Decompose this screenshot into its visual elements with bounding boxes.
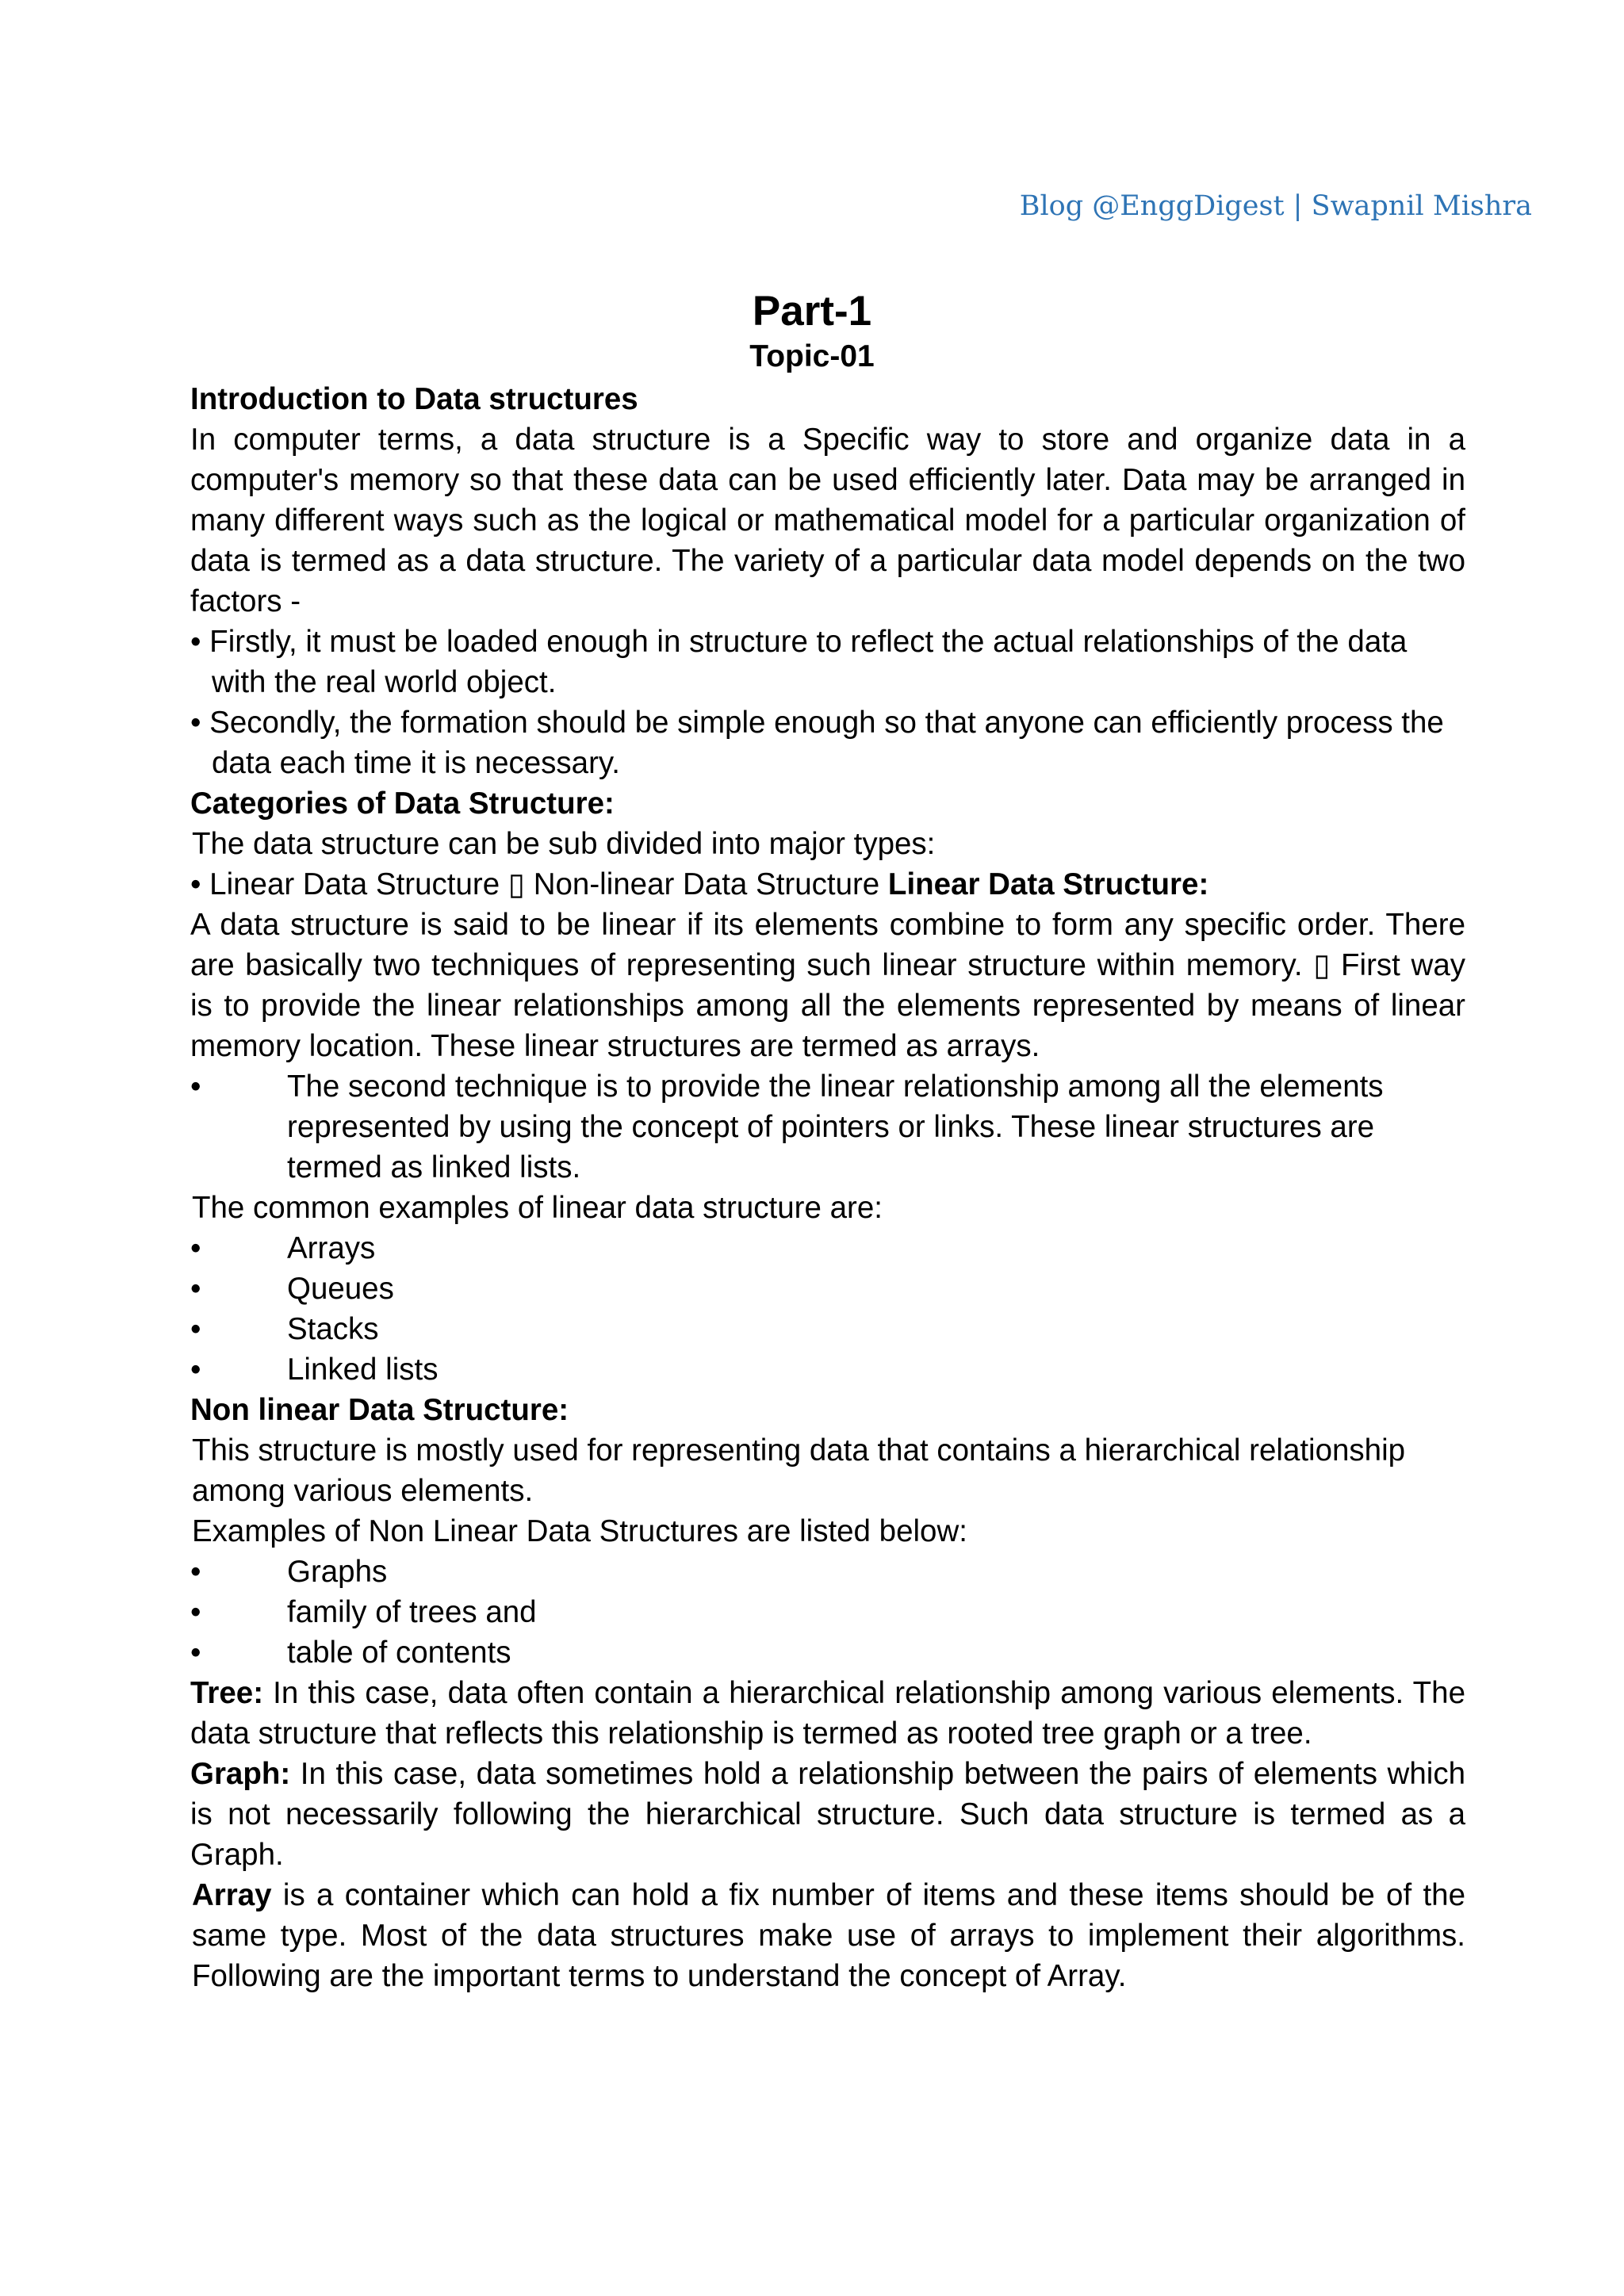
types-line — [190, 864, 1465, 905]
list-item-label: Queues — [287, 1272, 394, 1306]
list-item — [190, 1309, 1465, 1349]
tree-text: In this case, data often contain a hierarchical relationship among various elements. The data structure that reflects this relationship is termed as rooted tree graph or a tree. — [190, 1676, 1465, 1751]
intro-heading: Introduction to Data structures — [190, 382, 638, 416]
tree-label: Tree: — [190, 1676, 264, 1710]
bullet-dot: • — [190, 1595, 201, 1629]
bullet-dot: • — [190, 1636, 201, 1670]
list-item-label: Linked lists — [287, 1353, 439, 1387]
list-item-label: Stacks — [287, 1312, 379, 1346]
categories-intro: The data structure can be sub divided into major types: — [192, 827, 936, 861]
graph-paragraph — [190, 1754, 1465, 1875]
graph-text: In this case, data sometimes hold a relationship between the pairs of elements which is not necessarily following the hierarchical structure. Such data structure is termed as a Graph. — [190, 1757, 1465, 1872]
part-title: Part-1 — [752, 288, 872, 335]
list-item-label: table of contents — [287, 1636, 511, 1670]
blog-header: Blog @EnggDigest | Swapnil Mishra — [1019, 190, 1532, 222]
categories-heading: Categories of Data Structure: — [190, 786, 615, 821]
intro-paragraph: In computer terms, a data structure is a Specific way to store and organize data in a computer's memory so that these data can be used efficiently later. Data may be arranged in many different ways such as the logical or mathematical model for a particular organization of data is termed as a data structure. The variety of a particular data model depends on the two factors - — [190, 423, 1465, 618]
intro-bullet-1: • Firstly, it must be loaded enough in structure to reflect the actual relationships of the data with the real world object. — [190, 625, 1408, 699]
topic-title: Topic-01 — [749, 339, 875, 373]
linear-heading: Linear Data Structure: — [887, 867, 1209, 901]
list-item — [190, 1269, 1465, 1309]
list-item — [190, 1349, 1465, 1390]
tree-paragraph — [190, 1673, 1465, 1754]
array-paragraph — [190, 1875, 1465, 1996]
second-technique-item — [190, 1066, 1465, 1188]
bullet-dot: • — [190, 1272, 201, 1306]
list-item — [190, 1228, 1465, 1269]
linear-examples-intro: The common examples of linear data structure are: — [192, 1191, 883, 1225]
bullet-dot: • — [190, 1555, 201, 1589]
nonlinear-examples-intro: Examples of Non Linear Data Structures are listed below: — [192, 1514, 967, 1548]
array-label: Array — [192, 1878, 272, 1912]
array-text: is a container which can hold a fix number of items and these items should be of the same type. Most of the data structures make use of arrays to implement their algorithms. Following are the important terms to understand the concept of Array. — [192, 1878, 1465, 1993]
intro-bullet-2: • Secondly, the formation should be simple enough so that anyone can efficiently process the data each time it is necessary. — [190, 706, 1444, 780]
list-item-label: Arrays — [287, 1231, 376, 1265]
types-list: • Linear Data Structure ▯ Non-linear Data Structure — [190, 867, 888, 901]
nonlinear-heading: Non linear Data Structure: — [190, 1393, 569, 1427]
graph-label: Graph: — [190, 1757, 291, 1791]
list-item — [190, 1552, 1465, 1592]
nonlinear-paragraph: This structure is mostly used for representing data that contains a hierarchical relationship among various elements. — [192, 1433, 1406, 1508]
second-technique-text: The second technique is to provide the linear relationship among all the elements represented by using the concept of pointers or links. These linear structures are termed as linked lists. — [287, 1070, 1384, 1184]
linear-paragraph: A data structure is said to be linear if its elements combine to form any specific order. There are basically two techniques of representing such linear structure within memory. ▯ First way is to provide the linear relationships among all the elements represented by means of linear memory location. These linear structures are termed as arrays. — [190, 908, 1465, 1063]
list-item — [190, 1632, 1465, 1673]
bullet-dot: • — [190, 1353, 201, 1387]
document-body — [190, 379, 1465, 1996]
bullet-dot: • — [190, 1070, 201, 1104]
list-item-label: Graphs — [287, 1555, 388, 1589]
bullet-dot: • — [190, 1312, 201, 1346]
bullet-dot: • — [190, 1231, 201, 1265]
list-item — [190, 1592, 1465, 1632]
list-item-label: family of trees and — [287, 1595, 537, 1629]
